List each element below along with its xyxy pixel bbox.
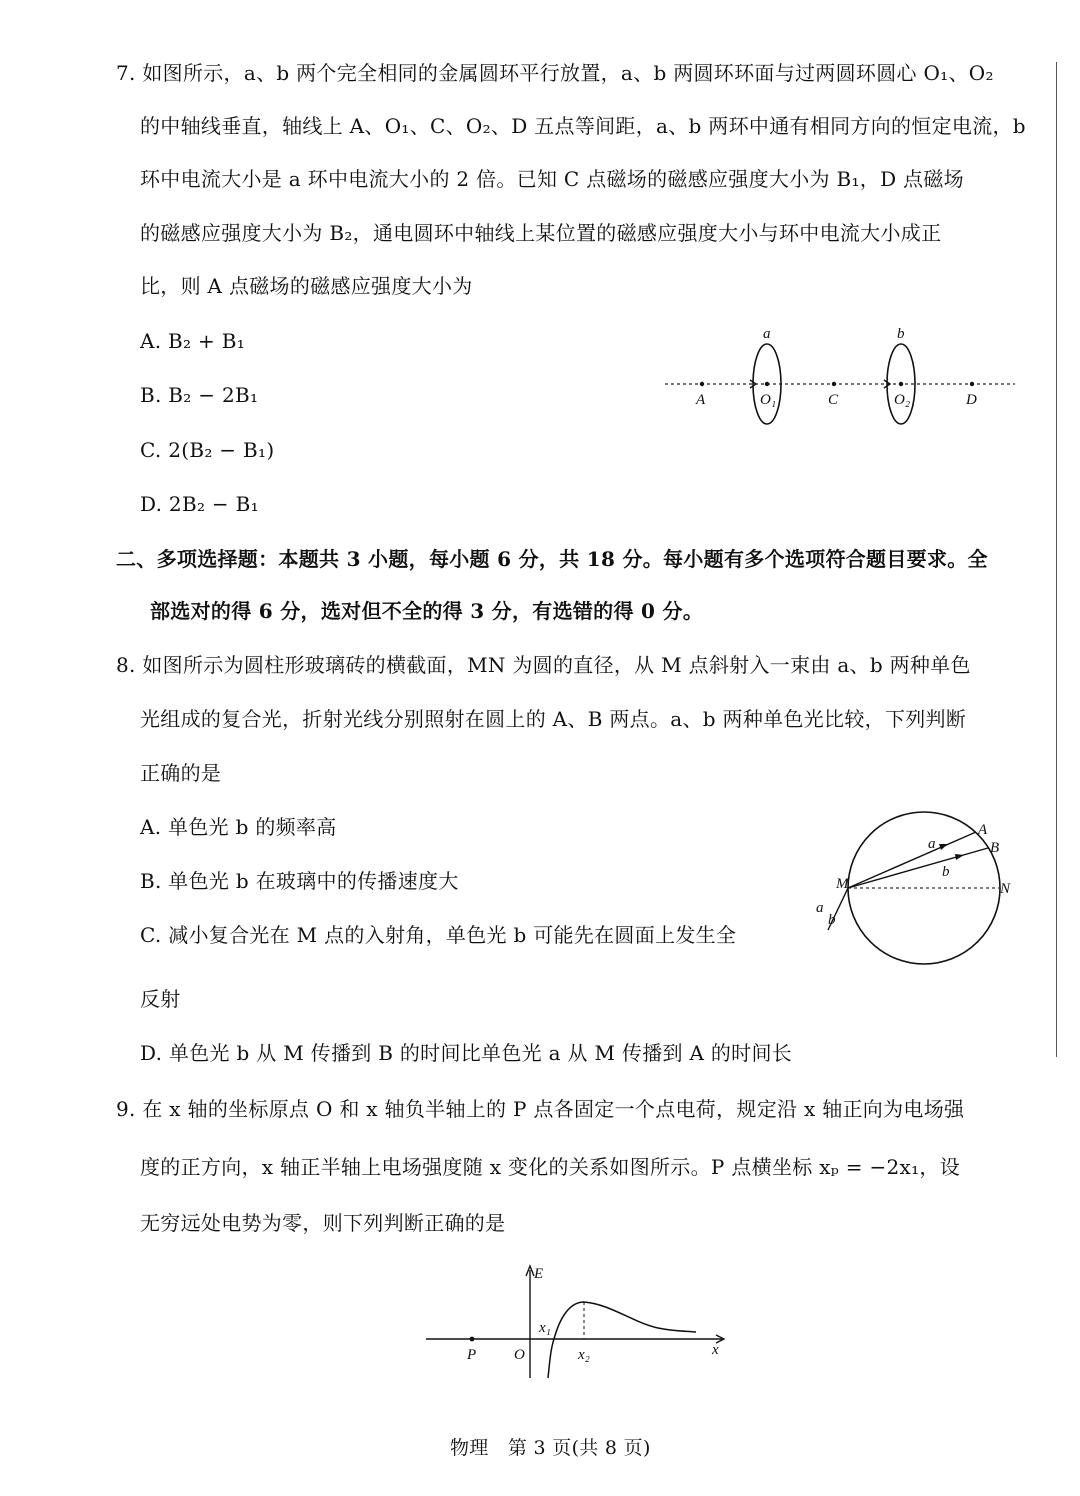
q7-option-a: A. B₂ + B₁ [140,329,246,353]
ray-b-arrow [955,854,964,860]
label-ray-b-outside: b [828,912,836,928]
q8-option-a: A. 单色光 b 的频率高 [140,815,337,839]
label-point-a: A [978,822,988,838]
label-x2: x₂ [578,1347,590,1363]
e-axis-label: E [534,1266,544,1282]
q8-option-b: B. 单色光 b 在玻璃中的传播速度大 [140,869,459,893]
point-a-dot [700,382,704,386]
label-point-n: N [1000,881,1011,897]
q8-option-c: C. 减小复合光在 M 点的入射角，单色光 b 可能先在圆面上发生全 [140,923,737,947]
section2-line-2: 部选对的得 6 分，选对但不全的得 3 分，有选错的得 0 分。 [150,599,704,623]
label-c: C [828,392,839,408]
q8-option-c-cont: 反射 [140,987,181,1011]
ring-b-label: b [897,326,905,342]
q7-rings-figure [660,322,1020,432]
label-o2: O₂ [894,392,911,408]
q9-line-2: 度的正方向，x 轴正半轴上电场强度随 x 变化的关系如图所示。P 点横坐标 xₚ = −2x₁，设 [140,1155,961,1179]
q7-option-b: B. B₂ − 2B₁ [140,383,259,407]
label-point-b: B [990,840,1000,856]
ring-a-label: a [763,326,771,342]
label-d: D [966,392,977,408]
point-p-dot [470,1337,475,1342]
q7-line-3: 环中电流大小是 a 环中电流大小的 2 倍。已知 C 点磁场的磁感应强度大小为 B₁，D 点磁场 [140,167,964,191]
ray-a [848,832,976,888]
label-ray-a-inside: a [928,836,936,852]
q7-line-4: 的磁感应强度大小为 B₂，通电圆环中轴线上某位置的磁感应强度大小与环中电流大小成正 [140,221,942,245]
point-o1-dot [765,382,769,386]
q9-line-1: 9. 在 x 轴的坐标原点 O 和 x 轴负半轴上的 P 点各固定一个点电荷，规定沿 x 轴正向为电场强 [116,1097,965,1121]
label-ray-b-inside: b [942,864,950,880]
ray-a-arrow [939,844,948,850]
label-p: P [467,1347,477,1363]
q8-line-1: 8. 如图所示为圆柱形玻璃砖的横截面，MN 为圆的直径，从 M 点斜射入一束由 a、b 两种单色 [116,653,971,677]
q7-line-1: 7. 如图所示，a、b 两个完全相同的金属圆环平行放置，a、b 两圆环环面与过两圆环圆心 O₁、O₂ [116,61,994,85]
ray-b [848,848,988,888]
margin-rule [1056,62,1057,1057]
q7-option-d: D. 2B₂ − B₁ [140,492,259,516]
q8-line-3: 正确的是 [140,761,222,785]
point-o2-dot [899,382,903,386]
label-point-m: M [836,876,849,892]
q8-line-2: 光组成的复合光，折射光线分别照射在圆上的 A、B 两点。a、b 两种单色光比较，下列判断 [140,707,967,731]
label-o1: O₁ [760,392,777,408]
q7-option-c: C. 2(B₂ − B₁) [140,438,275,462]
q7-line-2: 的中轴线垂直，轴线上 A、O₁、C、O₂、D 五点等间距，a、b 两环中通有相同方向的恒定电流，b [140,114,1026,138]
label-a: A [696,392,706,408]
e-field-curve [548,1302,696,1378]
q8-glass-figure [798,808,1028,968]
label-o: O [514,1347,525,1363]
section2-line-1: 二、多项选择题：本题共 3 小题，每小题 6 分，共 18 分。每小题有多个选项符合题目要求。全 [116,547,988,571]
point-c-dot [832,382,836,386]
label-ray-a-outside: a [816,900,824,916]
point-d-dot [970,382,974,386]
q7-line-5: 比，则 A 点磁场的磁感应强度大小为 [140,274,473,298]
label-x1: x₁ [539,1320,551,1336]
page-footer: 物理 第 3 页(共 8 页) [450,1437,651,1459]
q9-line-3: 无穷远处电势为零，则下列判断正确的是 [140,1211,506,1235]
q9-field-figure [420,1262,730,1380]
x-axis-label: x [712,1342,719,1358]
q8-option-d: D. 单色光 b 从 M 传播到 B 的时间比单色光 a 从 M 传播到 A 的时间长 [140,1041,793,1065]
